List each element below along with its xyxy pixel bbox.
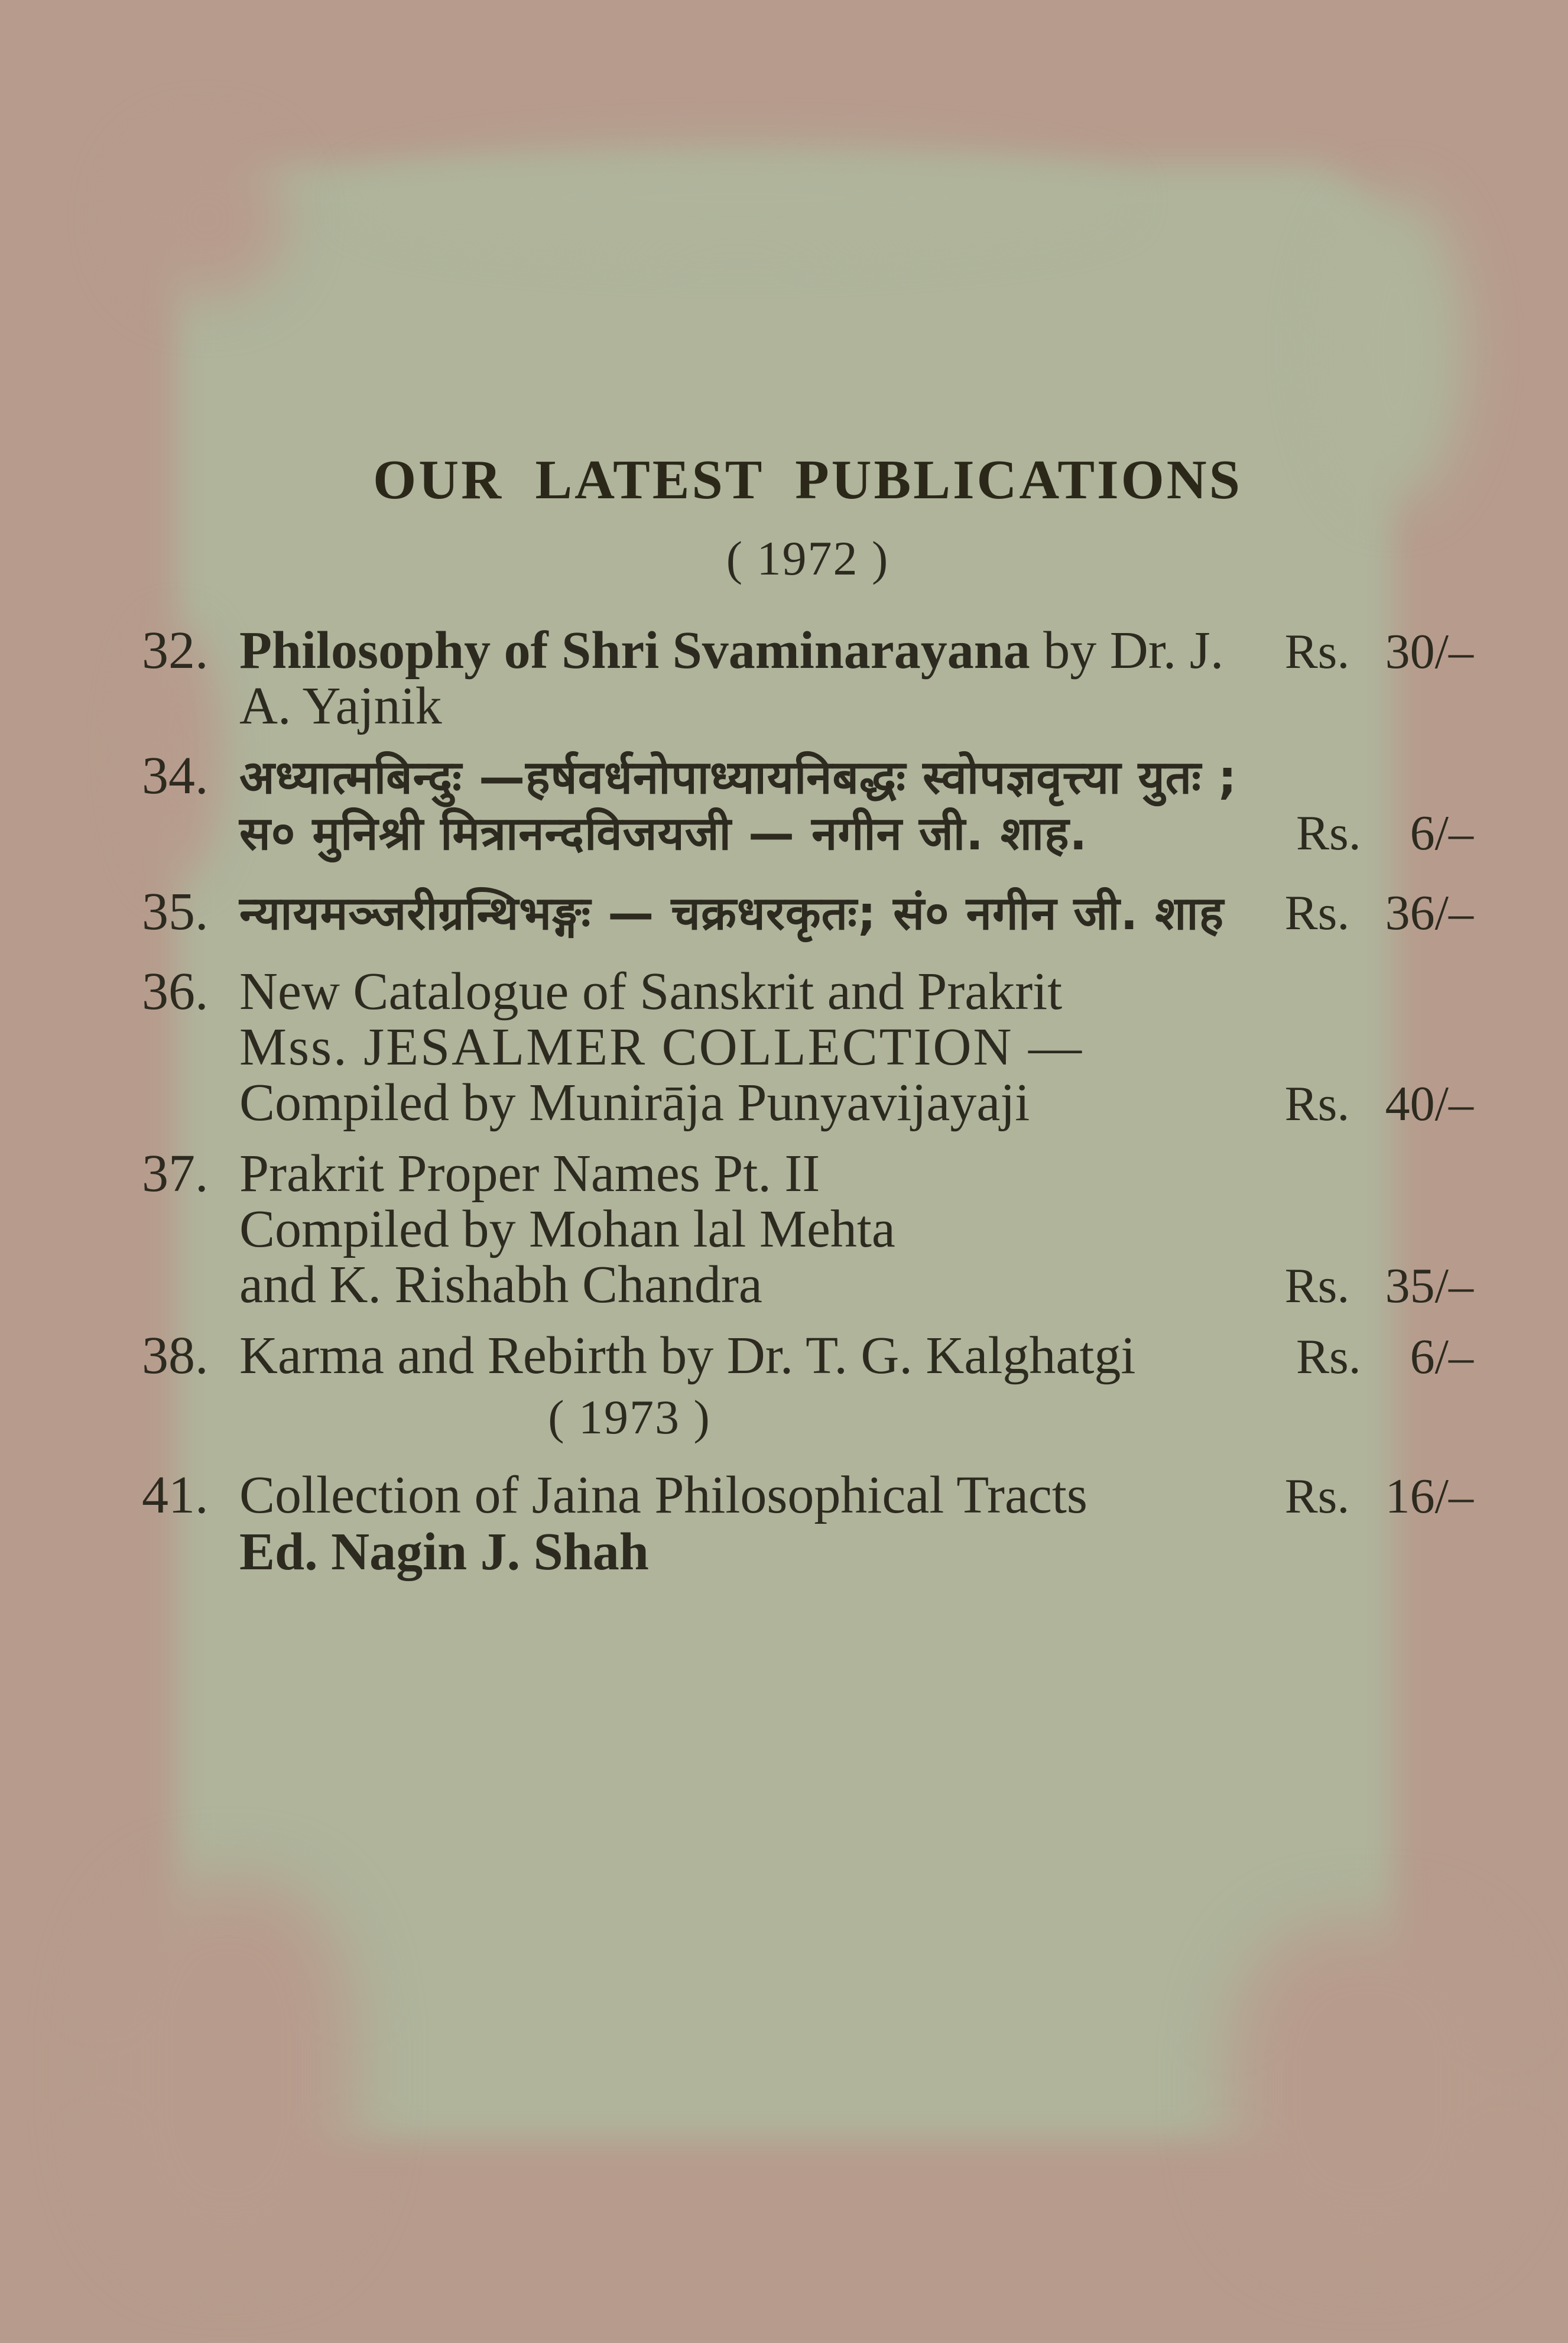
item-number: 36.	[142, 962, 209, 1021]
publication-row-41-line2	[0, 1524, 1568, 1580]
item-title: Karma and Rebirth by Dr. T. G. Kalghatgi	[239, 1326, 1136, 1385]
item-title-devanagari: न्यायमञ्जरीग्रन्थिभङ्गः — चक्रधरकृतः; सं० नगीन जी. शाह	[239, 887, 1225, 940]
currency-label: Rs.	[1284, 624, 1350, 679]
currency-label: Rs.	[1284, 885, 1350, 940]
item-line-devanagari: स० मुनिश्री मित्रानन्दविजयजी — नगीन जी. शाह.	[239, 807, 1088, 861]
item-number: 38.	[142, 1326, 209, 1385]
item-editor	[239, 1524, 1296, 1580]
publication-row-37-line2	[0, 1202, 1568, 1257]
item-title-devanagari: अध्यात्मबिन्दुः —हर्षवर्धनोपाध्यायनिबद्धः स्वोपज्ञवृत्त्या युतः ;	[239, 751, 1238, 804]
price: 40/–	[1385, 1076, 1473, 1131]
publication-row-38	[0, 1328, 1568, 1385]
item-title-rest: by Dr. J. A. Yajnik	[239, 621, 1224, 735]
item-number: 41.	[142, 1466, 209, 1524]
price: 30/–	[1385, 624, 1473, 679]
item-title: Prakrit Proper Names Pt. II	[239, 1144, 820, 1203]
publication-row-34	[0, 748, 1568, 806]
item-title: Collection of Jaina Philosophical Tracts	[239, 1466, 1087, 1524]
currency-label: Rs.	[1284, 1076, 1350, 1131]
publication-row-37-line3	[0, 1257, 1568, 1314]
item-title: New Catalogue of Sanskrit and Prakrit	[239, 962, 1063, 1021]
currency-label: Rs.	[1296, 806, 1361, 861]
currency-label: Rs.	[1284, 1258, 1350, 1313]
publication-row-35	[0, 884, 1568, 942]
item-line: Mss. JESALMER COLLECTION —	[239, 1018, 1084, 1076]
price: 6/–	[1410, 1329, 1473, 1384]
item-number: 32.	[142, 621, 209, 680]
publication-row-37	[0, 1146, 1568, 1202]
price: 6/–	[1410, 806, 1473, 861]
item-editor-bold: Ed. Nagin J. Shah	[239, 1523, 649, 1581]
item-number: 34.	[142, 747, 209, 805]
price: 16/–	[1385, 1469, 1473, 1524]
price: 35/–	[1385, 1258, 1473, 1313]
publication-row-34-line2	[0, 806, 1568, 862]
item-line: Compiled by Munirāja Punyavijayaji	[239, 1073, 1030, 1132]
page-title: OUR LATEST PUBLICATIONS	[373, 449, 1242, 511]
item-line: Compiled by Mohan lal Mehta	[239, 1200, 895, 1258]
item-title-bold: Philosophy of Shri Svaminarayana	[239, 621, 1030, 680]
currency-label: Rs.	[1284, 1469, 1350, 1524]
publication-row-36-line2	[0, 1020, 1568, 1075]
publication-row-36-line3	[0, 1075, 1568, 1132]
price: 36/–	[1385, 885, 1473, 940]
year-1972: ( 1972 )	[726, 531, 889, 585]
item-number: 37.	[142, 1144, 209, 1203]
item-number: 35.	[142, 882, 209, 941]
currency-label: Rs.	[1296, 1329, 1361, 1384]
year-1973: ( 1973 )	[548, 1390, 711, 1444]
publication-row-32	[0, 623, 1568, 734]
item-line: and K. Rishabh Chandra	[239, 1255, 762, 1314]
publication-row-36	[0, 964, 1568, 1020]
item-title	[239, 623, 1285, 734]
publication-row-41	[0, 1468, 1568, 1524]
